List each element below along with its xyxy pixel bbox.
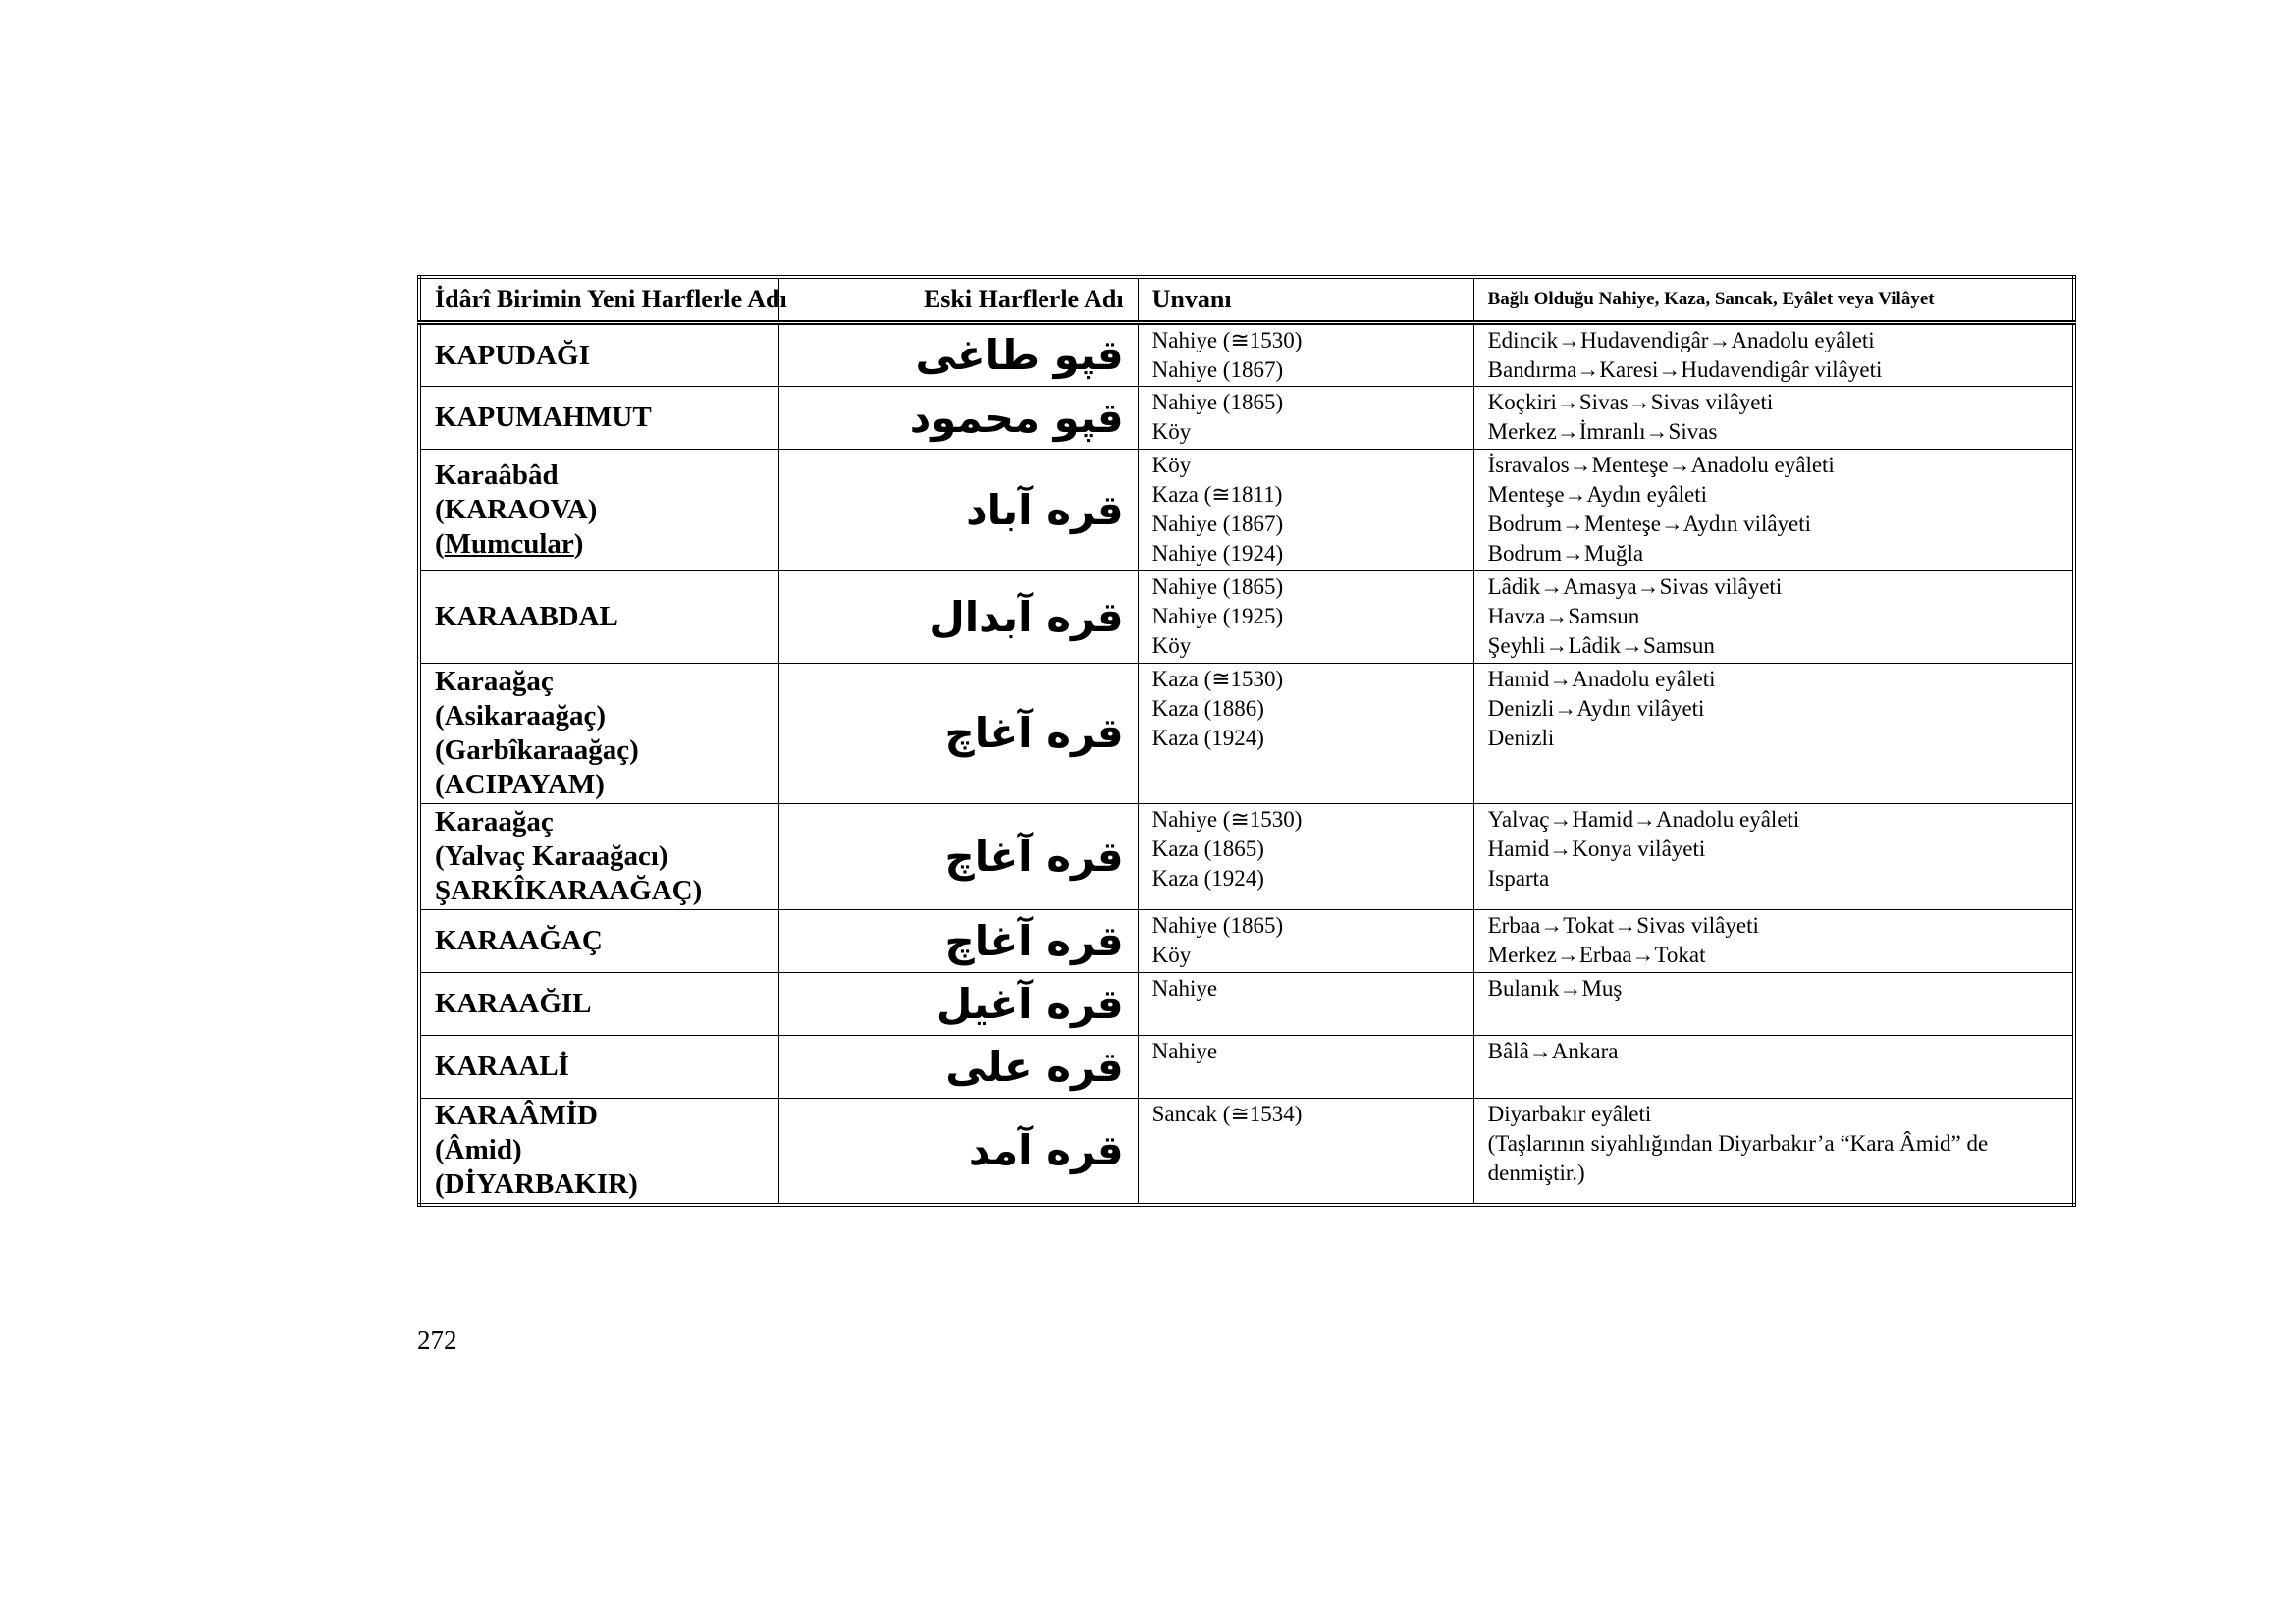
- arabic-name: قره آباد: [778, 450, 1138, 571]
- affiliation-entry: Menteşe→Aydın eyâleti: [1487, 482, 1707, 507]
- title-entry: Nahiye (1865): [1151, 574, 1284, 599]
- table-row: [419, 323, 2074, 387]
- title-entry: Köy: [1151, 453, 1192, 477]
- affiliation-entry: (Taşlarının siyahlığından Diyarbakır’a “Kara Âmid” de denmiştir.): [1487, 1131, 1989, 1185]
- header-title: Unvanı: [1138, 277, 1473, 323]
- table-row: [419, 571, 2074, 664]
- title-entry: Sancak (≅1534): [1151, 1102, 1303, 1126]
- affiliation-cell: [1473, 910, 2074, 973]
- arabic-name: قره آغاچ: [778, 664, 1138, 804]
- arabic-name: قره آمد: [778, 1099, 1138, 1205]
- table-header: [419, 277, 2074, 323]
- unit-name: Karaağaç: [435, 666, 554, 697]
- unit-name-cell: [419, 571, 778, 664]
- unit-name: KAPUDAĞI: [435, 339, 590, 371]
- affiliation-entry: Edincik→Hudavendigâr→Anadolu eyâleti: [1487, 328, 1875, 352]
- unit-name: (Asikaraağaç): [435, 700, 606, 731]
- unit-name: KARAAĞAÇ: [435, 925, 603, 956]
- affiliation-entry: Bodrum→Menteşe→Aydın vilâyeti: [1487, 512, 1812, 536]
- affiliation-entry: Merkez→Erbaa→Tokat: [1487, 943, 1706, 967]
- table-row: [419, 1036, 2074, 1099]
- affiliation-entry: İsravalos→Menteşe→Anadolu eyâleti: [1487, 453, 1835, 477]
- title-cell: [1138, 973, 1473, 1036]
- title-entry: Nahiye: [1151, 976, 1218, 1001]
- affiliation-entry: Bodrum→Muğla: [1487, 541, 1644, 566]
- paren-open: (: [435, 528, 445, 560]
- affiliation-entry: Hamid→Anadolu eyâleti: [1487, 667, 1716, 691]
- title-cell: [1138, 323, 1473, 387]
- arabic-name: قره آغيل: [778, 973, 1138, 1036]
- affiliation-entry: Isparta: [1487, 866, 1550, 891]
- page-number: 272: [417, 1326, 457, 1355]
- affiliation-cell: [1473, 1099, 2074, 1205]
- header-row: [419, 277, 2074, 323]
- affiliation-cell: [1473, 1036, 2074, 1099]
- title-entry: Nahiye (1865): [1151, 913, 1284, 938]
- title-entry: Nahiye (1924): [1151, 541, 1284, 566]
- unit-name-cell: [419, 323, 778, 387]
- affiliation-entry: Yalvaç→Hamid→Anadolu eyâleti: [1487, 807, 1800, 832]
- unit-name: ŞARKÎKARAAĞAÇ): [435, 875, 703, 906]
- unit-name: (Âmid): [435, 1134, 522, 1166]
- table-row: [419, 664, 2074, 804]
- title-entry: Nahiye (1867): [1151, 357, 1284, 382]
- title-entry: Nahiye: [1151, 1039, 1218, 1063]
- unit-name-underlined: Mumcular: [444, 528, 574, 560]
- title-entry: Nahiye (1925): [1151, 604, 1284, 628]
- arabic-name: قره على: [778, 1036, 1138, 1099]
- table-row: [419, 973, 2074, 1036]
- unit-name-cell: [419, 1099, 778, 1205]
- arabic-name: قره آبدال: [778, 571, 1138, 664]
- affiliation-cell: [1473, 387, 2074, 450]
- unit-name: KARAÂMİD: [435, 1100, 598, 1132]
- unit-name: (Yalvaç Karaağacı): [435, 840, 668, 872]
- affiliation-entry: Diyarbakır eyâleti: [1487, 1102, 1652, 1126]
- title-entry: Köy: [1151, 943, 1192, 967]
- unit-name: (DİYARBAKIR): [435, 1168, 638, 1201]
- unit-name-cell: [419, 804, 778, 910]
- title-entry: Kaza (≅1530): [1151, 667, 1284, 691]
- unit-name-cell: [419, 910, 778, 973]
- title-cell: [1138, 1099, 1473, 1205]
- arabic-name: قپو طاغى: [778, 323, 1138, 387]
- title-cell: [1138, 804, 1473, 910]
- unit-name-current: [435, 527, 765, 562]
- administrative-units-table: [417, 275, 2076, 1207]
- paren-close: ): [573, 528, 584, 560]
- affiliation-entry: Şeyhli→Lâdik→Samsun: [1487, 633, 1715, 658]
- affiliation-cell: [1473, 323, 2074, 387]
- table-row: [419, 1099, 2074, 1205]
- table-row: [419, 387, 2074, 450]
- unit-name: (KARAOVA): [435, 494, 598, 525]
- arabic-name: قره آغاچ: [778, 910, 1138, 973]
- affiliation-cell: [1473, 664, 2074, 804]
- arabic-name: قره آغاچ: [778, 804, 1138, 910]
- unit-name: (Garbîkaraağaç): [435, 734, 639, 766]
- title-entry: Nahiye (1867): [1151, 512, 1284, 536]
- unit-name-cell: [419, 1036, 778, 1099]
- unit-name-cell: [419, 450, 778, 571]
- unit-name: KARAABDAL: [435, 601, 618, 632]
- affiliation-cell: [1473, 450, 2074, 571]
- title-entry: Kaza (≅1811): [1151, 482, 1283, 507]
- title-cell: [1138, 1036, 1473, 1099]
- table-body: [419, 323, 2074, 1205]
- affiliation-entry: Hamid→Konya vilâyeti: [1487, 837, 1706, 861]
- affiliation-entry: Bulanık→Muş: [1487, 976, 1623, 1001]
- table-row: [419, 804, 2074, 910]
- header-old-script: Eski Harflerle Adı: [778, 277, 1138, 323]
- affiliation-cell: [1473, 973, 2074, 1036]
- affiliation-cell: [1473, 571, 2074, 664]
- table-row: [419, 450, 2074, 571]
- affiliation-entry: Bâlâ→Ankara: [1487, 1039, 1619, 1063]
- unit-name: KARAAĞIL: [435, 988, 592, 1019]
- affiliation-entry: Merkez→İmranlı→Sivas: [1487, 419, 1718, 444]
- title-cell: [1138, 910, 1473, 973]
- title-entry: Nahiye (1865): [1151, 390, 1284, 414]
- header-name: İdârî Birimin Yeni Harflerle Adı: [419, 277, 778, 323]
- title-entry: Nahiye (≅1530): [1151, 807, 1303, 832]
- title-entry: Kaza (1886): [1151, 696, 1264, 721]
- affiliation-entry: Koçkiri→Sivas→Sivas vilâyeti: [1487, 390, 1774, 414]
- unit-name-cell: [419, 973, 778, 1036]
- table-row: [419, 910, 2074, 973]
- unit-name: (ACIPAYAM): [435, 769, 605, 800]
- title-entry: Kaza (1924): [1151, 866, 1264, 891]
- unit-name: Karaağaç: [435, 806, 554, 838]
- title-cell: [1138, 450, 1473, 571]
- title-entry: Köy: [1151, 633, 1192, 658]
- title-entry: Kaza (1865): [1151, 837, 1264, 861]
- title-cell: [1138, 571, 1473, 664]
- unit-name: KAPUMAHMUT: [435, 402, 652, 433]
- affiliation-entry: Denizli: [1487, 726, 1555, 750]
- unit-name-cell: [419, 664, 778, 804]
- title-entry: Nahiye (≅1530): [1151, 328, 1303, 352]
- affiliation-entry: Bandırma→Karesi→Hudavendigâr vilâyeti: [1487, 357, 1883, 382]
- title-cell: [1138, 664, 1473, 804]
- affiliation-entry: Lâdik→Amasya→Sivas vilâyeti: [1487, 574, 1783, 599]
- arabic-name: قپو محمود: [778, 387, 1138, 450]
- affiliation-entry: Havza→Samsun: [1487, 604, 1640, 628]
- title-cell: [1138, 387, 1473, 450]
- unit-name-cell: [419, 387, 778, 450]
- affiliation-entry: Denizli→Aydın vilâyeti: [1487, 696, 1705, 721]
- unit-name: Karaâbâd: [435, 460, 559, 491]
- affiliation-cell: [1473, 804, 2074, 910]
- affiliation-entry: Erbaa→Tokat→Sivas vilâyeti: [1487, 913, 1759, 938]
- title-entry: Kaza (1924): [1151, 726, 1264, 750]
- header-affiliation: Bağlı Olduğu Nahiye, Kaza, Sancak, Eyâlet veya Vilâyet: [1473, 277, 2074, 323]
- title-entry: Köy: [1151, 419, 1192, 444]
- unit-name: KARAALİ: [435, 1051, 569, 1082]
